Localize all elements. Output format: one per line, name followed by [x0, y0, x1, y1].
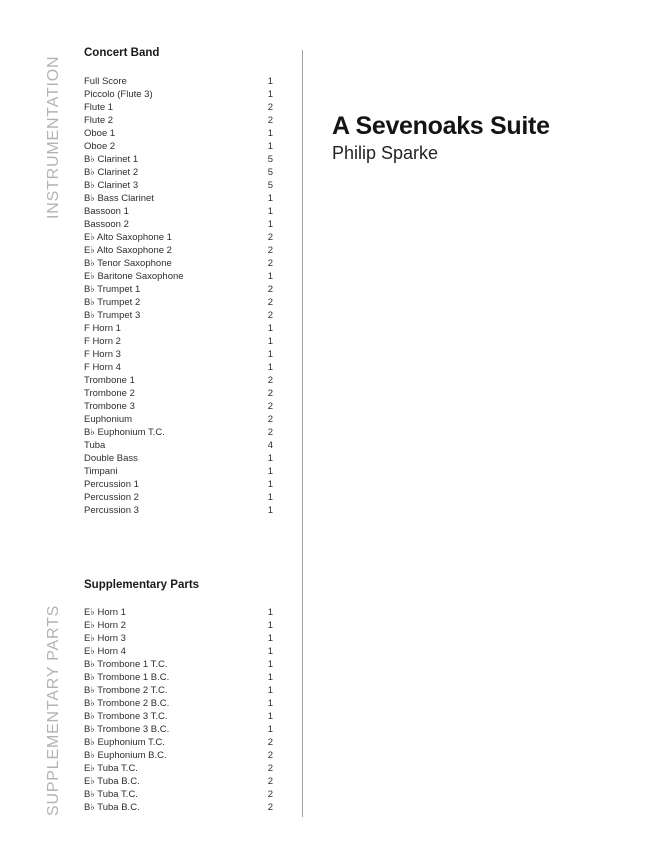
instrument-quantity: 2	[267, 401, 273, 412]
instrument-quantity: 2	[267, 375, 273, 386]
concert-band-list	[84, 75, 273, 517]
instrument-quantity: 2	[267, 258, 273, 269]
instrument-row	[84, 101, 273, 114]
instrument-name: E♭ Alto Saxophone 1	[84, 232, 172, 243]
instrument-row	[84, 309, 273, 322]
instrument-quantity: 4	[267, 440, 273, 451]
instrument-quantity: 2	[267, 427, 273, 438]
composer-name: Philip Sparke	[332, 143, 439, 163]
instrument-row	[84, 244, 273, 257]
instrument-row	[84, 400, 273, 413]
instrument-name: Percussion 1	[84, 479, 139, 490]
instrument-row	[84, 88, 273, 101]
instrument-row	[84, 775, 273, 788]
instrument-quantity: 1	[267, 505, 273, 516]
instrument-quantity: 1	[267, 271, 273, 282]
instrument-name: Oboe 1	[84, 128, 116, 139]
instrument-quantity: 2	[267, 750, 273, 761]
instrument-row	[84, 632, 273, 645]
instrument-name: B♭ Tuba B.C.	[84, 802, 140, 813]
instrument-quantity: 1	[267, 128, 273, 139]
instrument-row	[84, 205, 273, 218]
instrument-name: E♭ Alto Saxophone 2	[84, 245, 172, 256]
instrument-name: E♭ Tuba B.C.	[84, 776, 140, 787]
instrument-row	[84, 710, 273, 723]
instrument-name: B♭ Trombone 1 T.C.	[84, 659, 168, 670]
instrument-name: Double Bass	[84, 453, 138, 464]
instrument-quantity: 2	[267, 297, 273, 308]
instrument-name: F Horn 4	[84, 362, 121, 373]
instrument-quantity: 1	[267, 479, 273, 490]
instrument-row	[84, 387, 273, 400]
instrument-row	[84, 736, 273, 749]
instrument-name: B♭ Trumpet 3	[84, 310, 141, 321]
instrument-row	[84, 374, 273, 387]
instrument-quantity: 2	[267, 310, 273, 321]
instrument-row	[84, 478, 273, 491]
instrument-quantity: 2	[267, 414, 273, 425]
instrument-quantity: 2	[267, 284, 273, 295]
instrument-quantity: 1	[267, 685, 273, 696]
vertical-divider	[302, 50, 303, 817]
instrument-quantity: 2	[267, 388, 273, 399]
instrument-name: B♭ Trombone 2 B.C.	[84, 698, 170, 709]
instrument-name: B♭ Clarinet 2	[84, 167, 139, 178]
instrument-row	[84, 270, 273, 283]
instrument-row	[84, 426, 273, 439]
instrument-row	[84, 114, 273, 127]
instrument-row	[84, 153, 273, 166]
supplementary-parts-list	[84, 606, 273, 814]
instrument-quantity: 2	[267, 763, 273, 774]
instrument-name: E♭ Horn 4	[84, 646, 126, 657]
instrument-quantity: 1	[267, 620, 273, 631]
instrument-quantity: 1	[267, 193, 273, 204]
instrument-row	[84, 283, 273, 296]
instrument-name: B♭ Tuba T.C.	[84, 789, 138, 800]
instrument-row	[84, 619, 273, 632]
work-title: A Sevenoaks Suite	[332, 112, 550, 140]
instrument-name: E♭ Horn 1	[84, 607, 126, 618]
instrument-quantity: 1	[267, 646, 273, 657]
instrument-quantity: 1	[267, 141, 273, 152]
side-label-supplementary-parts: SUPPLEMENTARY PARTS	[45, 604, 62, 816]
instrument-name: B♭ Clarinet 1	[84, 154, 139, 165]
instrument-row	[84, 348, 273, 361]
instrument-quantity: 1	[267, 724, 273, 735]
instrument-name: Percussion 3	[84, 505, 139, 516]
instrument-row	[84, 491, 273, 504]
instrument-quantity: 1	[267, 466, 273, 477]
instrument-row	[84, 645, 273, 658]
instrument-row	[84, 231, 273, 244]
instrument-name: Trombone 1	[84, 375, 135, 386]
instrument-row	[84, 801, 273, 814]
instrument-name: Tuba	[84, 440, 106, 451]
instrument-row	[84, 413, 273, 426]
instrument-name: Flute 1	[84, 102, 114, 113]
instrument-name: E♭ Baritone Saxophone	[84, 271, 184, 282]
instrument-row	[84, 166, 273, 179]
instrument-row	[84, 140, 273, 153]
instrument-quantity: 1	[267, 219, 273, 230]
instrument-row	[84, 788, 273, 801]
instrument-name: Bassoon 1	[84, 206, 129, 217]
instrument-name: Flute 2	[84, 115, 114, 126]
instrument-row	[84, 465, 273, 478]
instrument-name: Timpani	[84, 466, 118, 477]
instrument-name: E♭ Tuba T.C.	[84, 763, 138, 774]
instrument-row	[84, 296, 273, 309]
instrument-name: B♭ Euphonium B.C.	[84, 750, 167, 761]
instrument-quantity: 1	[267, 698, 273, 709]
instrument-row	[84, 361, 273, 374]
instrument-row	[84, 127, 273, 140]
instrument-name: F Horn 1	[84, 323, 121, 334]
instrument-name: B♭ Trombone 2 T.C.	[84, 685, 168, 696]
instrument-quantity: 2	[267, 802, 273, 813]
instrument-name: E♭ Horn 2	[84, 620, 126, 631]
instrument-quantity: 1	[267, 76, 273, 87]
instrument-quantity: 1	[267, 362, 273, 373]
instrument-quantity: 1	[267, 453, 273, 464]
instrument-name: B♭ Trombone 1 B.C.	[84, 672, 170, 683]
instrument-quantity: 1	[267, 607, 273, 618]
instrument-quantity: 1	[267, 659, 273, 670]
instrument-quantity: 1	[267, 672, 273, 683]
instrument-row	[84, 75, 273, 88]
instrument-row	[84, 257, 273, 270]
instrument-row	[84, 192, 273, 205]
instrument-quantity: 5	[267, 154, 273, 165]
instrument-row	[84, 684, 273, 697]
instrument-row	[84, 439, 273, 452]
instrument-quantity: 5	[267, 180, 273, 191]
instrument-row	[84, 749, 273, 762]
instrument-row	[84, 606, 273, 619]
instrument-quantity: 5	[267, 167, 273, 178]
instrument-name: Percussion 2	[84, 492, 139, 503]
instrument-name: Euphonium	[84, 414, 133, 425]
instrument-name: F Horn 3	[84, 349, 121, 360]
instrument-row	[84, 671, 273, 684]
instrument-quantity: 2	[267, 245, 273, 256]
supplementary-parts-heading: Supplementary Parts	[84, 579, 200, 591]
instrument-name: Piccolo (Flute 3)	[84, 89, 153, 100]
instrument-name: B♭ Clarinet 3	[84, 180, 139, 191]
instrument-quantity: 1	[267, 492, 273, 503]
instrument-name: B♭ Trombone 3 B.C.	[84, 724, 170, 735]
instrument-quantity: 1	[267, 89, 273, 100]
instrument-quantity: 1	[267, 633, 273, 644]
instrument-name: B♭ Tenor Saxophone	[84, 258, 172, 269]
instrument-quantity: 2	[267, 115, 273, 126]
side-label-instrumentation: INSTRUMENTATION	[45, 55, 62, 219]
instrument-quantity: 2	[267, 776, 273, 787]
instrument-name: Oboe 2	[84, 141, 116, 152]
instrument-quantity: 1	[267, 323, 273, 334]
instrument-quantity: 2	[267, 789, 273, 800]
instrument-row	[84, 452, 273, 465]
instrument-name: B♭ Trumpet 2	[84, 297, 141, 308]
instrument-quantity: 1	[267, 336, 273, 347]
instrument-name: B♭ Trombone 3 T.C.	[84, 711, 168, 722]
instrument-row	[84, 723, 273, 736]
instrument-name: B♭ Euphonium T.C.	[84, 427, 165, 438]
instrument-name: E♭ Horn 3	[84, 633, 126, 644]
instrument-name: B♭ Bass Clarinet	[84, 193, 154, 204]
instrument-name: Full Score	[84, 76, 127, 87]
instrument-name: Trombone 2	[84, 388, 135, 399]
instrument-quantity: 1	[267, 711, 273, 722]
concert-band-heading: Concert Band	[84, 47, 160, 59]
instrument-quantity: 1	[267, 349, 273, 360]
instrument-name: F Horn 2	[84, 336, 121, 347]
instrument-row	[84, 322, 273, 335]
instrument-row	[84, 762, 273, 775]
instrument-row	[84, 697, 273, 710]
instrument-row	[84, 658, 273, 671]
instrument-name: Bassoon 2	[84, 219, 129, 230]
instrument-row	[84, 335, 273, 348]
instrument-row	[84, 504, 273, 517]
instrument-quantity: 1	[267, 206, 273, 217]
instrument-row	[84, 218, 273, 231]
instrument-quantity: 2	[267, 737, 273, 748]
instrument-name: Trombone 3	[84, 401, 135, 412]
instrument-quantity: 2	[267, 102, 273, 113]
instrument-name: B♭ Trumpet 1	[84, 284, 141, 295]
instrument-name: B♭ Euphonium T.C.	[84, 737, 165, 748]
instrument-quantity: 2	[267, 232, 273, 243]
instrument-row	[84, 179, 273, 192]
